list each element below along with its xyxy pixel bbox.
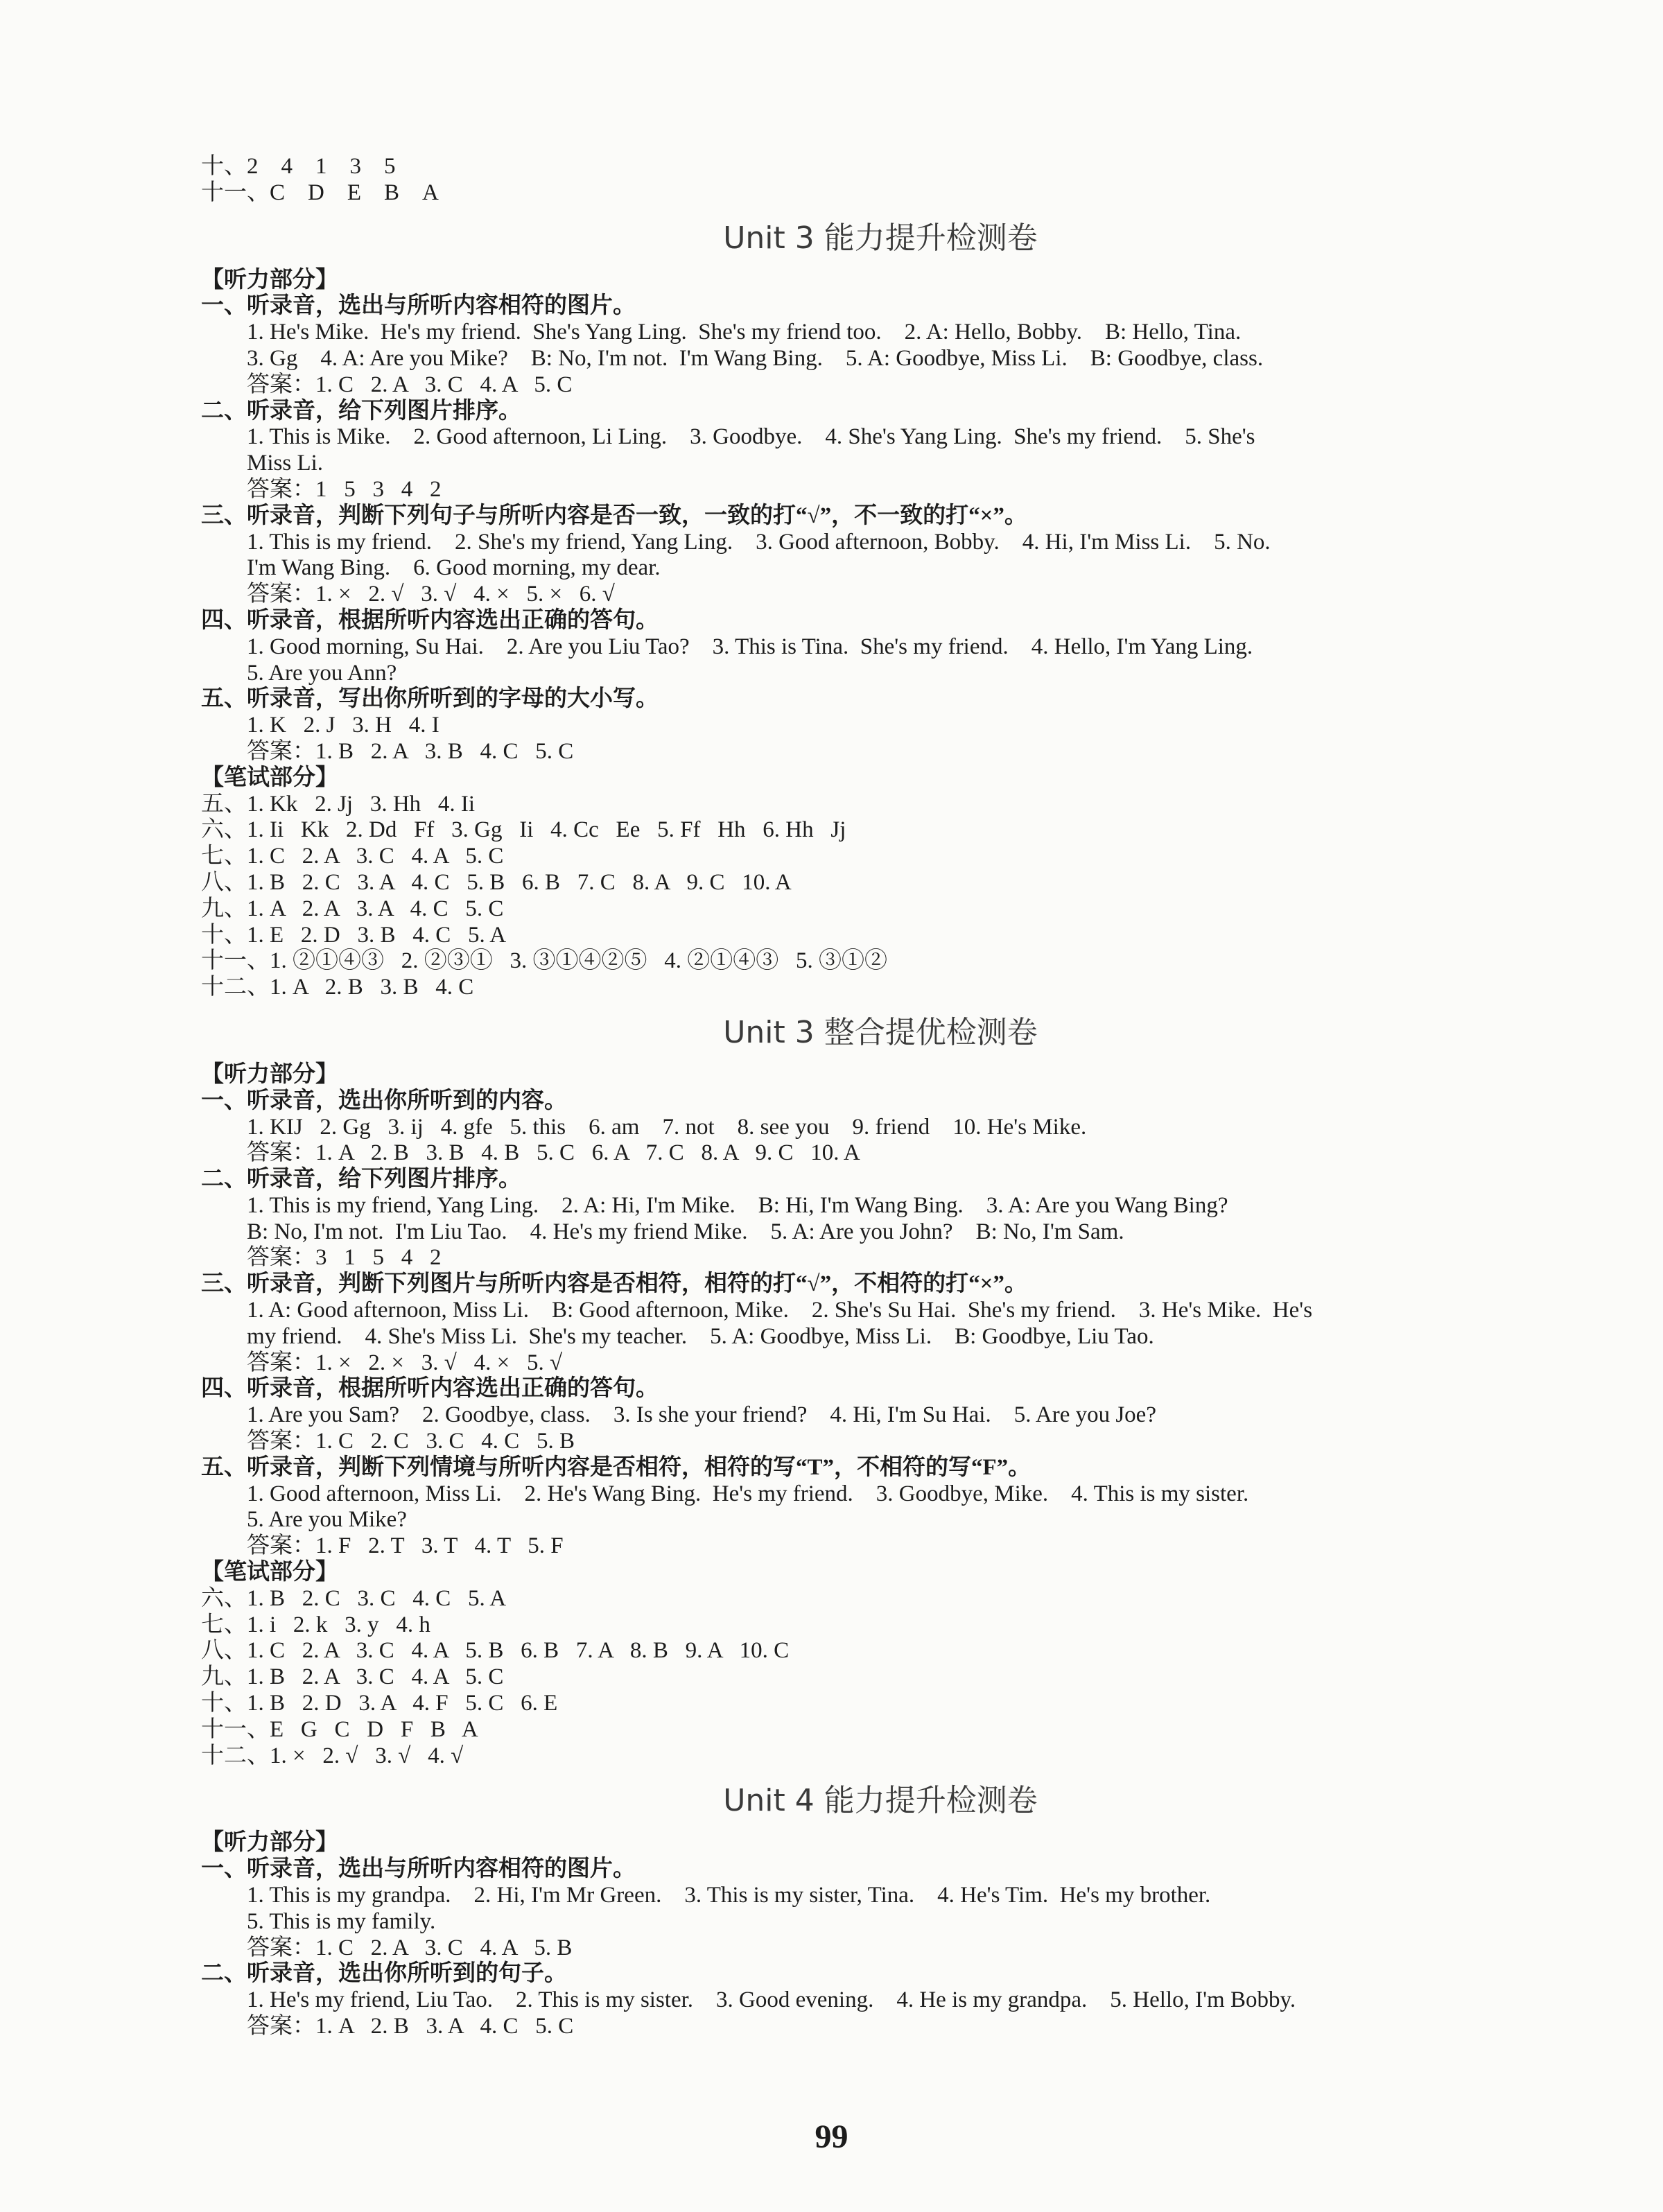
- question-heading: 【听力部分】: [201, 1061, 338, 1087]
- answer-line: 答案：1. C 2. A 3. C 4. A 5. C: [247, 372, 573, 397]
- answer-line: 答案：1 5 3 4 2: [247, 476, 442, 502]
- answer-line: 答案：1. B 2. A 3. B 4. C 5. C: [247, 738, 574, 764]
- question-heading: 三、听录音，判断下列句子与所听内容是否一致，一致的打“√”，不一致的打“×”。: [201, 503, 1027, 528]
- question-heading: 五、听录音，写出你所听到的字母的大小写。: [201, 686, 659, 712]
- question-heading: 五、听录音，判断下列情境与所听内容是否相符，相符的写“T”，不相符的写“F”。: [201, 1454, 1031, 1480]
- question-heading: 四、听录音，根据所听内容选出正确的答句。: [201, 1376, 659, 1402]
- answer-line: 答案：1. A 2. B 3. B 4. B 5. C 6. A 7. C 8. A 9. C 10. A: [247, 1140, 860, 1166]
- answer-line: 十二、1. × 2. √ 3. √ 4. √: [201, 1743, 464, 1768]
- answer-line: 1. This is my friend. 2. She's my friend, Yang Ling. 3. Good afternoon, Bobby. 4. Hi, I'm Miss Li. 5. No.: [247, 529, 1271, 555]
- answer-line: 十一、E G C D F B A: [201, 1716, 478, 1742]
- question-heading: 二、听录音，给下列图片排序。: [201, 1167, 521, 1192]
- question-heading: 【听力部分】: [201, 1830, 338, 1856]
- question-heading: 二、听录音，选出你所听到的句子。: [201, 1961, 567, 1987]
- question-heading: 四、听录音，根据所听内容选出正确的答句。: [201, 607, 659, 633]
- answer-line: 八、1. C 2. A 3. C 4. A 5. B 6. B 7. A 8. B 9. A 10. C: [201, 1638, 790, 1664]
- answer-line: 八、1. B 2. C 3. A 4. C 5. B 6. B 7. C 8. A 9. C 10. A: [201, 869, 792, 895]
- question-heading: 【听力部分】: [201, 267, 338, 293]
- answer-line: 十、2 4 1 3 5: [201, 154, 396, 179]
- answer-line: 1. He's Mike. He's my friend. She's Yang Ling. She's my friend too. 2. A: Hello, Bobby. B: Hello, Tina.: [247, 320, 1242, 345]
- answer-line: Miss Li.: [247, 451, 324, 476]
- answer-line: 答案：3 1 5 4 2: [247, 1245, 442, 1271]
- question-heading: 一、听录音，选出与所听内容相符的图片。: [201, 1856, 636, 1882]
- answer-line: 5. Are you Ann?: [247, 660, 397, 686]
- answer-line: 十、1. B 2. D 3. A 4. F 5. C 6. E: [201, 1691, 558, 1716]
- answer-line: 答案：1. A 2. B 3. A 4. C 5. C: [247, 2014, 574, 2039]
- answer-line: 十一、C D E B A: [201, 180, 439, 205]
- section-title: Unit 4 能力提升检测卷: [723, 1783, 1038, 1819]
- answer-line: 六、1. B 2. C 3. C 4. C 5. A: [201, 1585, 507, 1611]
- answer-line: 答案：1. × 2. √ 3. √ 4. × 5. × 6. √: [247, 582, 615, 607]
- answer-line: 1. This is Mike. 2. Good afternoon, Li Ling. 3. Goodbye. 4. She's Yang Ling. She's my friend. 5. She's: [247, 424, 1255, 450]
- answer-line: I'm Wang Bing. 6. Good morning, my dear.: [247, 555, 661, 581]
- answer-line: 十二、1. A 2. B 3. B 4. C: [201, 975, 474, 1000]
- question-heading: 一、听录音，选出你所听到的内容。: [201, 1088, 567, 1113]
- answer-line: 1. This is my friend, Yang Ling. 2. A: Hi, I'm Mike. B: Hi, I'm Wang Bing. 3. A: Are you Wang Bing?: [247, 1192, 1228, 1218]
- answer-line: 七、1. i 2. k 3. y 4. h: [201, 1612, 430, 1637]
- answer-line: 五、1. Kk 2. Jj 3. Hh 4. Ii: [201, 791, 476, 817]
- answer-line: 3. Gg 4. A: Are you Mike? B: No, I'm not. I'm Wang Bing. 5. A: Goodbye, Miss Li. B: Goodbye, class.: [247, 345, 1264, 371]
- answer-line: my friend. 4. She's Miss Li. She's my teacher. 5. A: Goodbye, Miss Li. B: Goodbye, Liu Tao.: [247, 1323, 1154, 1349]
- page-number: 99: [815, 2118, 848, 2155]
- question-heading: 【笔试部分】: [201, 765, 338, 790]
- answer-line: 1. This is my grandpa. 2. Hi, I'm Mr Green. 3. This is my sister, Tina. 4. He's Tim. He's my brother.: [247, 1883, 1211, 1908]
- question-heading: 一、听录音，选出与所听内容相符的图片。: [201, 293, 636, 319]
- answer-line: 十一、1. ②①④③ 2. ②③① 3. ③①④②⑤ 4. ②①④③ 5. ③①②: [201, 948, 887, 974]
- answer-line: 答案：1. C 2. C 3. C 4. C 5. B: [247, 1429, 575, 1454]
- answer-line: 1. K 2. J 3. H 4. I: [247, 713, 439, 738]
- answer-line: 答案：1. F 2. T 3. T 4. T 5. F: [247, 1533, 564, 1559]
- answer-line: 1. Are you Sam? 2. Goodbye, class. 3. Is she your friend? 4. Hi, I'm Su Hai. 5. Are you Joe?: [247, 1402, 1156, 1428]
- answer-line: 九、1. A 2. A 3. A 4. C 5. C: [201, 896, 504, 921]
- answer-line: 5. Are you Mike?: [247, 1507, 407, 1533]
- answer-line: 九、1. B 2. A 3. C 4. A 5. C: [201, 1664, 504, 1690]
- section-title: Unit 3 整合提优检测卷: [723, 1014, 1038, 1050]
- answer-line: 七、1. C 2. A 3. C 4. A 5. C: [201, 844, 504, 869]
- section-title: Unit 3 能力提升检测卷: [723, 220, 1038, 256]
- answer-line: 1. Good morning, Su Hai. 2. Are you Liu Tao? 3. This is Tina. She's my friend. 4. Hello, I'm Yang Ling.: [247, 634, 1253, 659]
- answer-line: 1. A: Good afternoon, Miss Li. B: Good afternoon, Mike. 2. She's Su Hai. She's my friend. 3. He's Mike. He's: [247, 1298, 1313, 1323]
- page-content: [201, 154, 1532, 2040]
- answer-line: 1. Good afternoon, Miss Li. 2. He's Wang Bing. He's my friend. 3. Goodbye, Mike. 4. This is my sister.: [247, 1481, 1249, 1506]
- answer-line: 1. KIJ 2. Gg 3. ij 4. gfe 5. this 6. am 7. not 8. see you 9. friend 10. He's Mike.: [247, 1114, 1087, 1140]
- answer-line: 答案：1. C 2. A 3. C 4. A 5. B: [247, 1935, 573, 1960]
- answer-line: 答案：1. × 2. × 3. √ 4. × 5. √: [247, 1350, 563, 1375]
- question-heading: 三、听录音，判断下列图片与所听内容是否相符，相符的打“√”，不相符的打“×”。: [201, 1271, 1027, 1297]
- answer-line: 1. He's my friend, Liu Tao. 2. This is my sister. 3. Good evening. 4. He is my grandpa. 5. Hello, I'm Bobby.: [247, 1987, 1296, 2013]
- question-heading: 二、听录音，给下列图片排序。: [201, 398, 521, 424]
- question-heading: 【笔试部分】: [201, 1560, 338, 1585]
- answer-line: 5. This is my family.: [247, 1908, 436, 1934]
- answer-line: 六、1. Ii Kk 2. Dd Ff 3. Gg Ii 4. Cc Ee 5. Ff Hh 6. Hh Jj: [201, 817, 846, 843]
- answer-line: 十、1. E 2. D 3. B 4. C 5. A: [201, 922, 507, 948]
- answer-line: B: No, I'm not. I'm Liu Tao. 4. He's my friend Mike. 5. A: Are you John? B: No, I'm Sam.: [247, 1219, 1124, 1244]
